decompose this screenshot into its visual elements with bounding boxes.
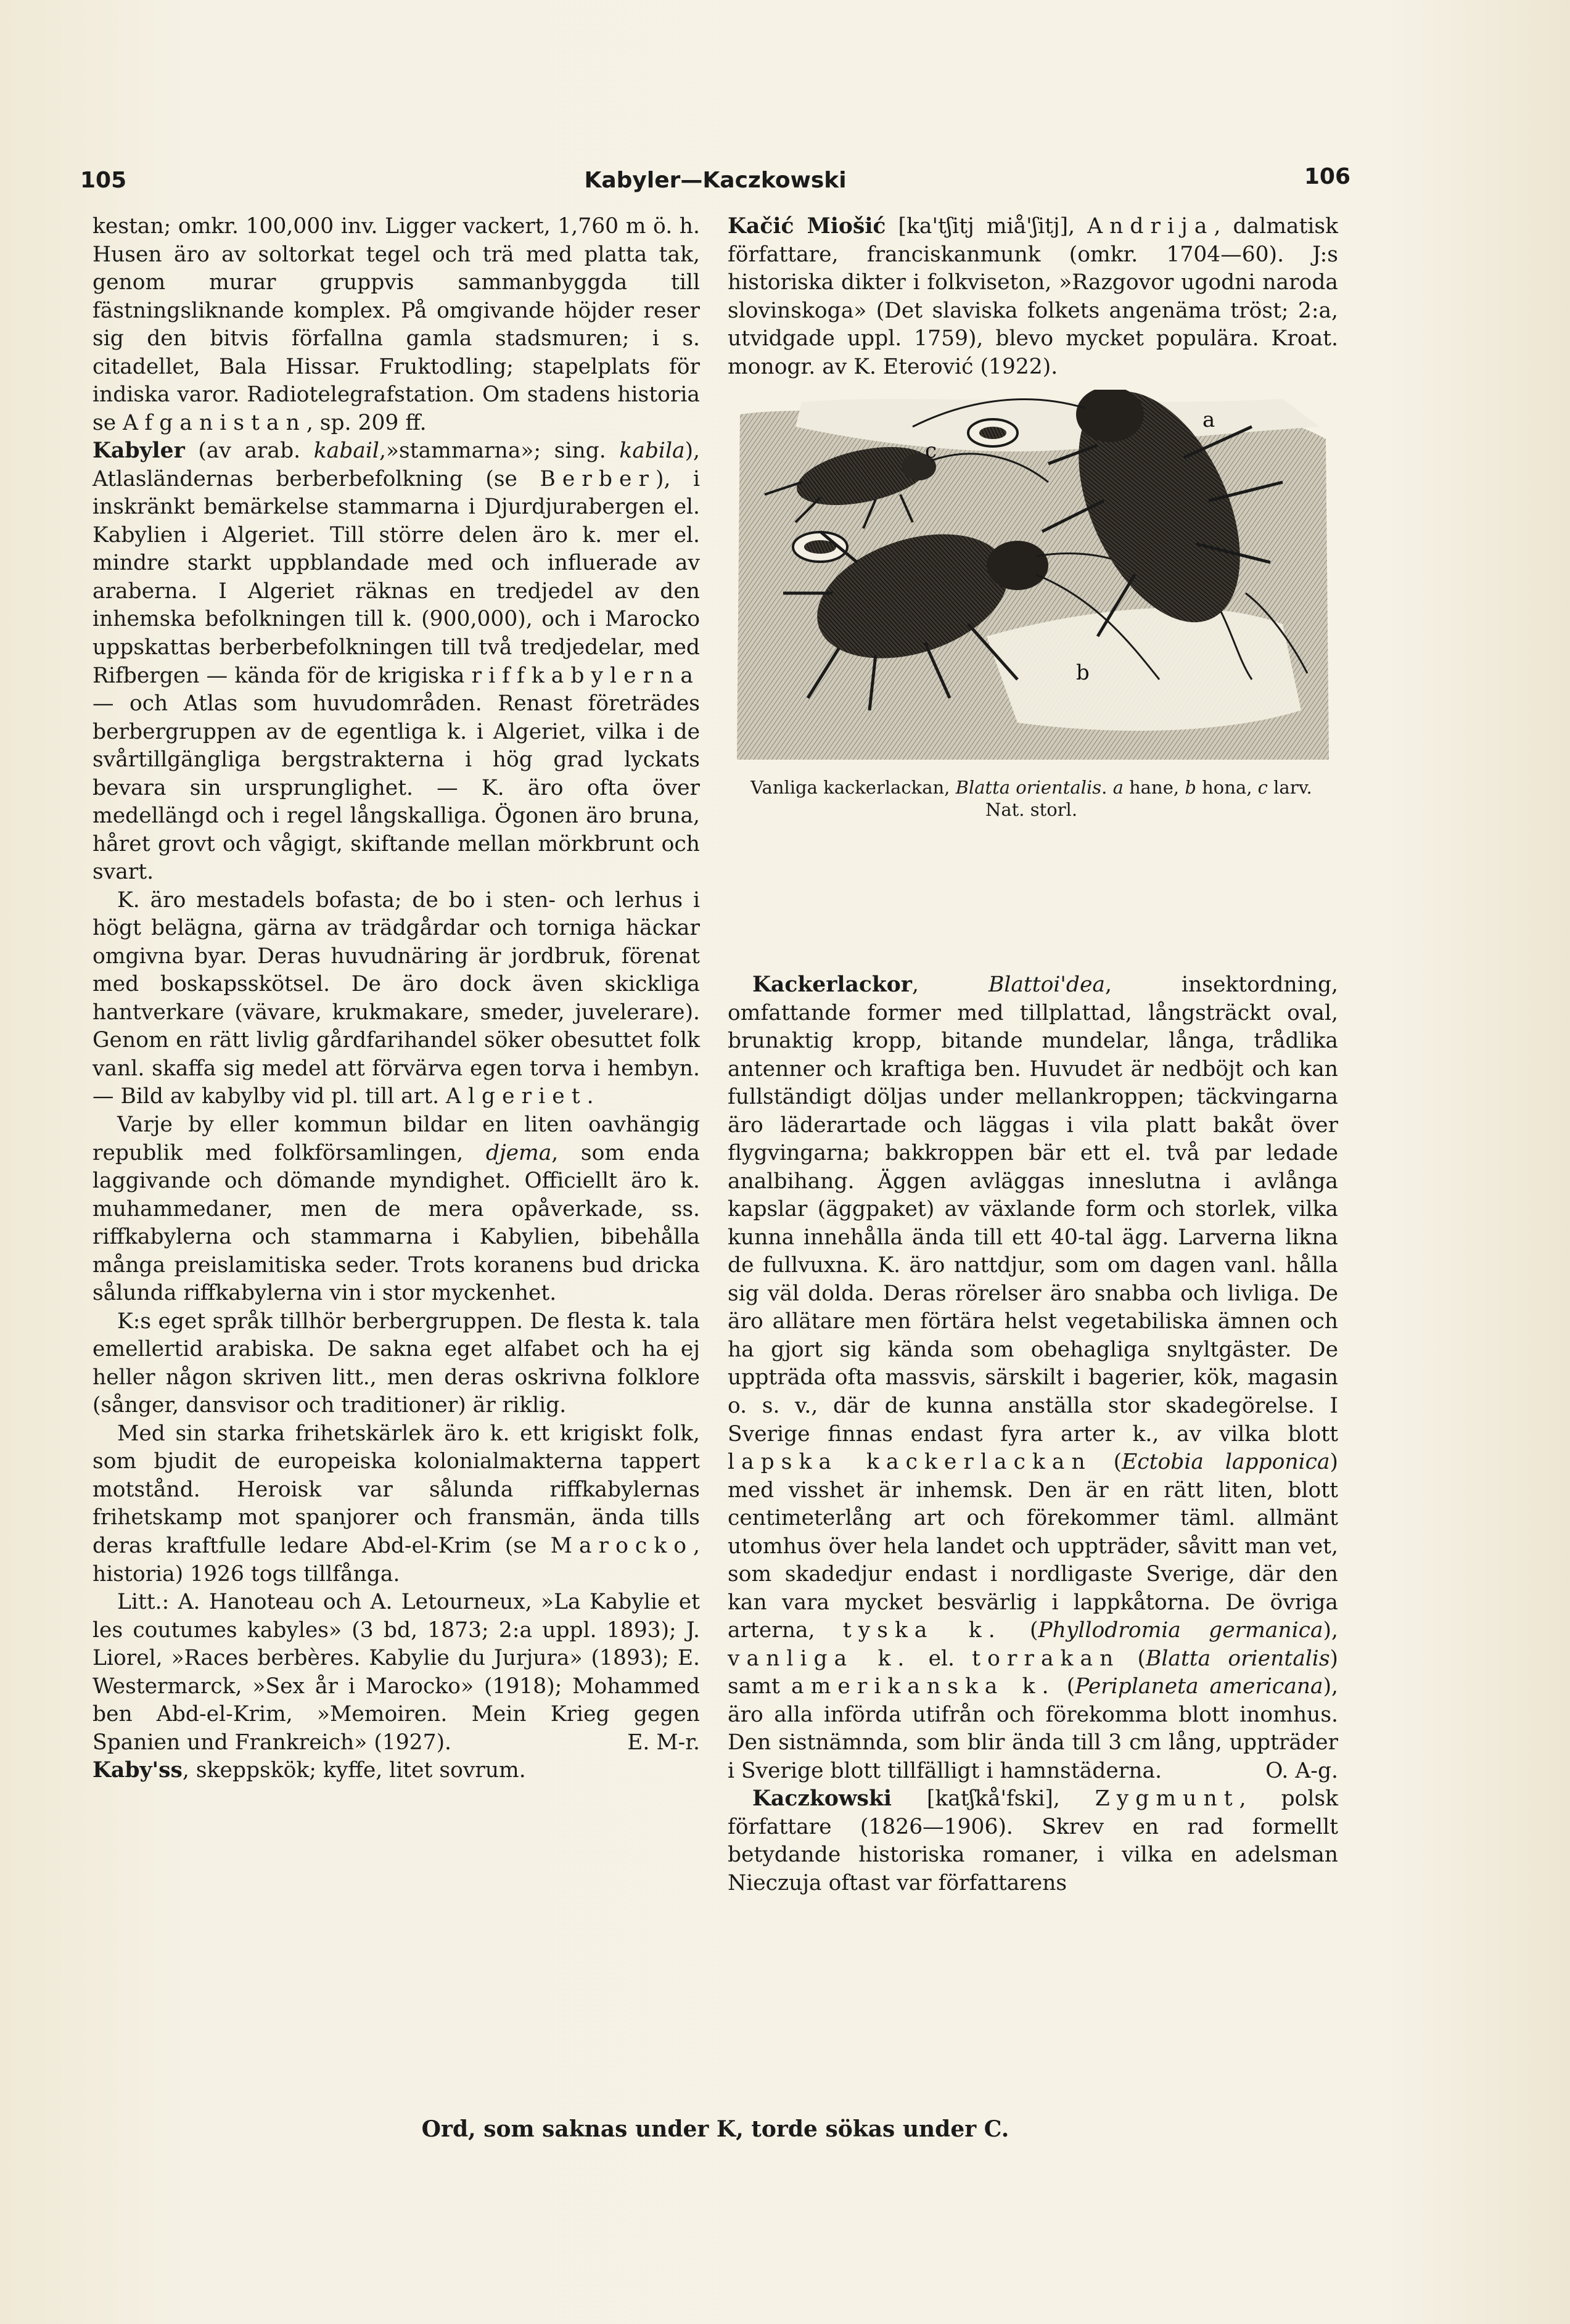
cockroach-engraving <box>728 390 1335 766</box>
entry-kacic: Kačić Miošić [ka'tʃitj miå'ʃitj], Andrija, dalmatisk författare, franciskanmunk (omkr. 1704—60). J:s historiska dikter i folkviseton, »Razgovor ugodni naroda slovinskoga» (Det slaviska folkets angenäma tröst; 2:a, utvidgade uppl. 1759), blevo mycket populära. Kroat. monogr. av K. Eterović (1922). <box>728 214 1338 379</box>
headword-kabyler: Kabyler <box>92 438 185 464</box>
page-number-right: 106 <box>1304 164 1350 189</box>
author-signature: E. M-r. <box>627 1730 700 1755</box>
headword-kaczkowski: Kaczkowski <box>752 1786 892 1812</box>
page-header <box>80 164 1350 205</box>
headword-kabyss: Kaby'ss <box>92 1758 183 1783</box>
figure-label-a: a <box>1202 408 1215 433</box>
surface-highlight <box>987 608 1301 731</box>
cross-ref-berber[interactable]: Berber <box>540 466 656 491</box>
paragraph-settlement: K. äro mestadels bofasta; de bo i sten- och lerhus i högt belägna, gärna av trädgårdar och torniga häckar omgivna byar. Deras huvudnäring är jordbruk, förenat med boskapsskötsel. De äro dock även skickliga hantverkare (vävare, krukmakare, smeder, juvelerare). Genom en rätt livlig gårdfarihandel söker obesuttet folk vanl. skaffa sig medel att förvärva egen torva i hembyn. — Bild av kabylby vid pl. till art. Algeriet. <box>92 887 700 1109</box>
entry-kackerlackor: Kackerlackor, Blattoi'dea, insektordning, omfattande former med tillplattad, långsträckt oval, brunaktig kropp, bitande mundelar, långa, trådlika antenner och kraftiga ben. Huvudet är nedböjt och kan fullständigt döljas under mellankroppen; täckvingarna äro läderartade och läggas i vila platt bakåt över flygvingarna; bakkroppen bär ett el. två par ledade analbihang. Äggen avläggas inneslutna i avlånga kapslar (äggpaket) av växlande form och storlek, vilka kunna innehålla ända till ett 40-tal ägg. Larverna likna de fullvuxna. K. äro nattdjur, som om dagen vanl. hålla sig väl dolda. Deras rörelser äro snabba och livliga. De äro allätare men förtära helst vegetabiliska ämnen och ha gjort sig kända som obehagliga snyltgäster. De uppträda ofta massvis, särskilt i bagerier, kök, magasin o. s. v., där de kunna anställa stor skadegörelse. I Sverige finnas endast fyra arter k., av vilka blott lapska kackerlackan (Ectobia lapponica) med visshet är inhemsk. Den är en rätt liten, blott centimeterlång art och förekommer täml. allmänt utomhus över hela landet och uppträder, såvitt man vet, som skadedjur endast i nordligaste Sverige, där den kan vara mycket besvärlig i lappkåtorna. De övriga arterna, tyska k. (Phyllodromia germanica), vanliga k. el. torrakan (Blatta orientalis) samt amerikanska k. (Periplaneta americana), äro alla införda utifrån och förekomma blott inomhus. Den sistnämnda, som blir ända till 3 cm lång, uppträder i Sverige blott tillfälligt i hamnstäderna. O. A-g. <box>728 971 1338 1785</box>
figure-label-b: b <box>1076 660 1090 686</box>
cross-ref-afganistan[interactable]: Afganistan <box>123 410 306 435</box>
figure-label-c: c <box>925 438 937 464</box>
entry-kabyler: Kabyler (av arab. kabail,»stammarna»; sing. kabila), Atlasländernas berberbefolkning (se Berber), i inskränkt bemärkelse stammarna i Djurdjurabergen el. Kabylien i Algeriet. Till större delen äro k. mer el. mindre starkt uppblandade med och influerade av araberna. I Algeriet räknas en tredjedel av den inhemska befolkningen till k. (900,000), och i Marocko uppskattas berberbefolkningen till två tredjedelar, med Rifbergen — kända för de krigiska riffkabylerna — och Atlas som huvudområden. Renast företrädes berbergruppen av de egentliga k. i Algeriet, vilka i de svårtillgängliga bergstrakterna i hög grad lyckats bevara sin ursprunglighet. — K. äro ofta över medellängd och i regel långskalliga. Ögonen äro bruna, håret grovt och vågigt, skiftande mellan mörkbrunt och svart. <box>92 438 700 885</box>
headword-kackerlackor: Kackerlackor <box>752 972 912 997</box>
paragraph-government: Varje by eller kommun bildar en liten oavhängig republik med folkförsamlingen, djema, som enda laggivande och dömande myndighet. Officiellt äro k. muhammedaner, men de mera opåverkade, ss. riffkabylerna och stammarna i Kabylien, bibehålla många preislamitiska seder. Trots koranens bud dricka sålunda riffkabylerna vin i stor myckenhet. <box>92 1112 700 1306</box>
entry-kabyss: Kaby'ss, skeppskök; kyffe, litet sovrum. <box>92 1758 526 1783</box>
author-signature: O. A-g. <box>1265 1758 1338 1783</box>
literature-references: Litt.: A. Hanoteau och A. Letourneux, »La Kabylie et les coutumes kabyles» (3 bd, 1873; 2:a uppl. 1893); J. Liorel, »Races berbères. Kabylie du Jurjura» (1893); E. Westermarck, »Sex år i Marocko» (1918); Mohammed ben Abd-el-Krim, »Memoiren. Mein Krieg gegen Spanien und Frankreich» (1927). E. M-r. <box>92 1588 700 1757</box>
right-column-entries <box>728 971 1338 1898</box>
cross-ref-marocko[interactable]: Marocko <box>550 1533 694 1558</box>
paragraph-language: K:s eget språk tillhör berbergruppen. De flesta k. tala emellertid arabiska. De sakna eget alfabet och ha ej heller någon skriven litt., men deras oskrivna folklore (sånger, dansvisor och traditioner) är riklig. <box>92 1308 700 1418</box>
entry-kaczkowski: Kaczkowski [katʃkå'fski], Zygmunt, polsk författare (1826—1906). Skrev en rad formellt betydande historiska romaner, i vilka en adelsman Nieczuja oftast var författarens <box>728 1786 1338 1895</box>
paragraph-history: Med sin starka frihetskärlek äro k. ett krigiskt folk, som bjudit de europeiska kolonialmakterna tappert motstånd. Heroisk var sålunda riffkabylernas frihetskamp mot spanjorer och fransmän, ända tills deras kraftfulle ledare Abd-el-Krim (se Marocko, historia) 1926 togs tillfånga. <box>92 1421 700 1587</box>
headword-kacic: Kačić Miošić <box>728 214 886 239</box>
right-column <box>728 213 1339 1895</box>
egg-capsule <box>979 427 1006 439</box>
cross-ref-algeriet[interactable]: Algeriet <box>446 1084 587 1109</box>
left-column <box>92 213 700 1785</box>
figure-caption: Vanliga kackerlackan, Blatta orientalis. a hane, b hona, c larv. Nat. storl. <box>750 777 1312 820</box>
page-number-left: 105 <box>80 168 127 193</box>
term-riffkabylerna: riffkabylerna <box>471 663 700 688</box>
page-footer-note: Ord, som saknas under K, torde sökas under C. <box>421 2116 1009 2142</box>
running-title: Kabyler—Kaczkowski <box>584 168 847 193</box>
cockroach-illustration <box>728 390 1335 820</box>
entry-kabul-end: kestan; omkr. 100,000 inv. Ligger vackert, 1,760 m ö. h. Husen äro av soltorkat tegel och trä med platta tak, genom murar gruppvis sammanbyggda till fästningsliknande komplex. På omgivande höjder reser sig den bitvis förfallna gamla stadsmuren; i s. citadellet, Bala Hissar. Fruktodling; stapelplats för indiska varor. Radiotelegrafstation. Om stadens historia se Afganistan, sp. 209 ff. <box>92 214 700 435</box>
